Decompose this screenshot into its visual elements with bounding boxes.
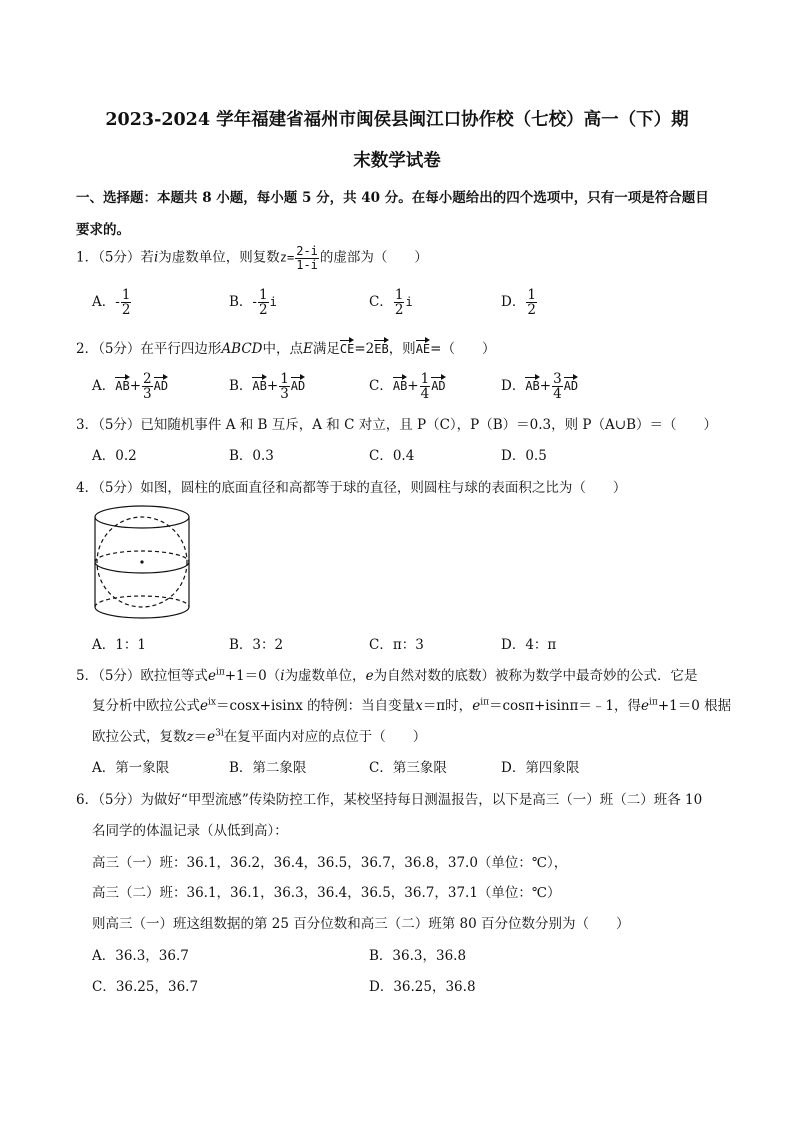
q2-option-b-frac: [279, 372, 290, 401]
question-2: [76, 337, 495, 357]
q5-l2c: ix: [208, 697, 216, 708]
q2-option-b-v2: AD: [291, 375, 305, 393]
q2-option-d-den: 4: [553, 386, 562, 403]
q1-option-d-den: 2: [527, 302, 536, 319]
q1-option-a-frac: [121, 288, 132, 317]
q4-option-d[interactable]: D．4：π: [501, 637, 557, 653]
q5-l2l: +1＝0 根据: [657, 698, 732, 714]
q1-suffix: 的虚部为（ ）: [319, 249, 428, 266]
q2-mid1: 中，点: [262, 341, 304, 357]
q2-option-c-plus: +: [407, 378, 419, 395]
q5-l3d: e: [207, 729, 216, 745]
q5-l2h: iπ: [480, 697, 489, 708]
q1-option-c-den: 2: [394, 302, 404, 319]
q3-option-c[interactable]: C．0.4: [369, 448, 415, 464]
q2-mid2: 满足: [312, 341, 340, 357]
q5-l2b: e: [200, 698, 208, 714]
q1-option-d-frac: [526, 288, 537, 317]
question-6-line-4: 高三（二）班：36.1，36.1，36.3，36.4，36.5，36.7，37.1（单位：℃）: [92, 885, 561, 901]
q2-option-c-num: 1: [420, 371, 430, 387]
question-4: 4．（5分）如图，圆柱的底面直径和高都等于球的直径，则圆柱与球的表面积之比为（ ）: [76, 480, 627, 496]
q1-num: 2-i: [296, 244, 318, 258]
q5-l1a: 5．（5分）欧拉恒等式: [76, 668, 208, 684]
q1-fraction: [295, 245, 319, 271]
q5-l2e: x: [415, 698, 423, 714]
q2-option-a-plus: +: [129, 378, 142, 395]
q5-option-a[interactable]: A．第一象限: [92, 760, 170, 776]
q5-l1c: iπ: [215, 667, 225, 678]
q6-option-b[interactable]: B．36.3，36.8: [369, 948, 467, 964]
q1-option-c-frac: [394, 288, 405, 317]
q2-option-a-num: 2: [143, 371, 152, 387]
q2-option-c-v1: AB: [393, 375, 407, 393]
q3-option-d[interactable]: D．0.5: [501, 448, 547, 464]
q5-l3e: 3i: [215, 728, 224, 739]
q5-l1b: e: [207, 668, 216, 684]
exam-title-line-1: 2023-2024 学年福建省福州市闽侯县闽江口协作校（七校）高一（下）期: [105, 110, 689, 130]
sphere-equator-front: [95, 562, 189, 573]
cylinder-bottom-back: [95, 596, 189, 607]
q1-option-a[interactable]: [92, 288, 132, 317]
q2-vector-eb: EB: [374, 338, 388, 356]
q5-option-d[interactable]: D．第四象限: [501, 760, 580, 776]
q1-option-b-num: 1: [258, 287, 268, 303]
exam-title-line-2: 末数学试卷: [353, 151, 441, 171]
q2-option-d-plus: +: [539, 378, 552, 395]
q1-option-b-den: 2: [258, 302, 268, 319]
q1-option-a-den: 2: [121, 302, 131, 319]
section-instructions-line-1: 一、选择题：本题共 8 小题，每小题 5 分，共 40 分。在每小题给出的四个选项中，只有一项是符合题目: [76, 190, 709, 206]
q5-l2d: ＝cosx+isinx 的特例：当自变量: [215, 698, 416, 714]
q2-option-c[interactable]: [369, 372, 446, 401]
cylinder-sphere-figure: [90, 504, 200, 624]
q2-e: E: [303, 341, 313, 357]
q5-l3c: ＝: [193, 729, 208, 745]
q2-option-d-v1: AB: [525, 375, 539, 393]
q2-option-b-num: 1: [280, 371, 289, 387]
q5-l2i: ＝cosπ+isinπ＝﹣1，得: [488, 698, 642, 714]
q5-l2j: e: [641, 698, 650, 714]
q5-l3b: z: [186, 729, 194, 745]
q2-option-a-v1: AB: [115, 375, 129, 393]
q1-option-c-label: C．: [369, 294, 393, 311]
question-6-line-2: 名同学的体温记录（从低到高）：: [92, 823, 288, 839]
q1-option-d-num: 1: [527, 287, 536, 303]
q2-option-c-frac: [420, 372, 431, 401]
question-1: [76, 245, 428, 271]
q1-option-a-label: A．: [92, 294, 116, 311]
q4-option-c[interactable]: C．π：3: [369, 637, 424, 653]
q5-l1f: 为虚数单位，: [284, 668, 366, 684]
q1-option-b-unit: i: [269, 295, 277, 310]
q2-option-c-den: 4: [420, 386, 430, 403]
q2-mid3: ，则: [388, 341, 416, 357]
question-5-line-1: [76, 664, 698, 684]
q5-l1d: +1＝0（: [224, 668, 281, 684]
q4-option-b[interactable]: B．3：2: [229, 637, 284, 653]
q1-option-c-num: 1: [394, 287, 404, 303]
q2-suffix: =（ ）: [430, 341, 496, 357]
q2-option-d[interactable]: [501, 372, 578, 401]
q1-option-d-label: D．: [501, 294, 526, 311]
q1-option-d[interactable]: [501, 288, 538, 317]
q2-option-c-label: C．: [369, 378, 393, 395]
q6-option-d[interactable]: D．36.25，36.8: [369, 979, 476, 995]
question-6-line-3: 高三（一）班：36.1，36.2，36.4，36.5，36.7，36.8，37.0（单位：℃），: [92, 855, 568, 871]
q1-option-b-frac: [258, 288, 269, 317]
q2-option-a-v2: AD: [154, 375, 168, 393]
q2-option-c-v2: AD: [431, 375, 445, 393]
question-5-line-2: [92, 694, 731, 714]
q5-l2f: ＝π时，: [422, 698, 473, 714]
q2-option-b[interactable]: [229, 372, 305, 401]
q1-option-b-sign: -: [252, 294, 257, 311]
question-6-line-1: 6．（5分）为做好“甲型流感”传染防控工作，某校坚持每日测温报告，以下是高三（一）班（二）班各 10: [76, 792, 703, 808]
q4-option-a[interactable]: A．1：1: [92, 637, 146, 653]
q2-option-b-den: 3: [280, 386, 289, 403]
q5-l1g: e: [365, 668, 374, 684]
q1-option-c-unit: i: [405, 295, 413, 310]
q1-mid: 为虚数单位，则复数: [158, 249, 280, 266]
q5-l3f: 在复平面内对应的点位于（ ）: [223, 729, 427, 745]
q1-den: 1-i: [296, 257, 318, 272]
q1-option-a-num: 1: [121, 287, 131, 303]
q5-option-c[interactable]: C．第三象限: [369, 760, 447, 776]
q2-vector-ae: AE: [416, 338, 430, 356]
sphere-center-dot: [140, 560, 143, 563]
question-6-line-5: 则高三（一）班这组数据的第 25 百分位数和高三（二）班第 80 百分位数分别为（ ）: [92, 916, 630, 932]
q5-l2g: e: [472, 698, 481, 714]
q5-l3a: 欧拉公式，复数: [92, 729, 187, 745]
q2-abcd: ABCD: [221, 341, 263, 357]
q2-option-a[interactable]: [92, 372, 168, 401]
q2-option-b-plus: +: [266, 378, 279, 395]
q3-option-a[interactable]: A．0.2: [92, 448, 137, 464]
q2-option-d-num: 3: [553, 371, 562, 387]
q5-option-b[interactable]: B．第二象限: [229, 760, 307, 776]
q6-option-c[interactable]: C．36.25，36.7: [92, 979, 199, 995]
q2-eq2: =2: [354, 341, 375, 357]
q2-option-b-v1: AB: [252, 375, 266, 393]
q1-option-c[interactable]: [369, 288, 413, 317]
section-instructions-line-2: 要求的。: [76, 222, 130, 238]
q2-option-d-frac: [552, 372, 563, 401]
q2-option-a-frac: [142, 372, 153, 401]
cylinder-bottom-front: [95, 607, 189, 618]
q2-prefix: 2．（5分）在平行四边形: [76, 341, 222, 357]
question-5-line-3: [92, 725, 426, 745]
q5-l2k: iπ: [649, 697, 658, 708]
q1-z: z=: [279, 250, 295, 265]
q2-option-a-label: A．: [92, 378, 116, 395]
q5-l1h: 为自然对数的底数）被称为数学中最奇妙的公式．它是: [373, 668, 698, 684]
q1-prefix: 1．（5分）若: [76, 249, 154, 266]
q1-i: i: [153, 249, 159, 266]
q1-option-b-label: B．: [229, 294, 253, 311]
q1-option-b[interactable]: [229, 288, 277, 317]
q1-option-a-sign: -: [115, 294, 120, 311]
q6-option-a[interactable]: A．36.3，36.7: [92, 948, 189, 964]
q5-l1e: i: [280, 668, 285, 684]
question-3: 3．（5分）已知随机事件 A 和 B 互斥，A 和 C 对立，且 P（C），P（B）＝0.3，则 P（A∪B）＝（ ）: [76, 417, 717, 433]
q2-vector-ce: CE: [340, 338, 354, 356]
q2-option-a-den: 3: [143, 386, 152, 403]
q3-option-b[interactable]: B．0.3: [229, 448, 274, 464]
q5-l2a: 复分析中欧拉公式: [92, 698, 200, 714]
q2-option-d-label: D．: [501, 378, 526, 395]
q2-option-b-label: B．: [229, 378, 253, 395]
q2-option-d-v2: AD: [564, 375, 578, 393]
sphere-equator-back: [95, 551, 189, 562]
